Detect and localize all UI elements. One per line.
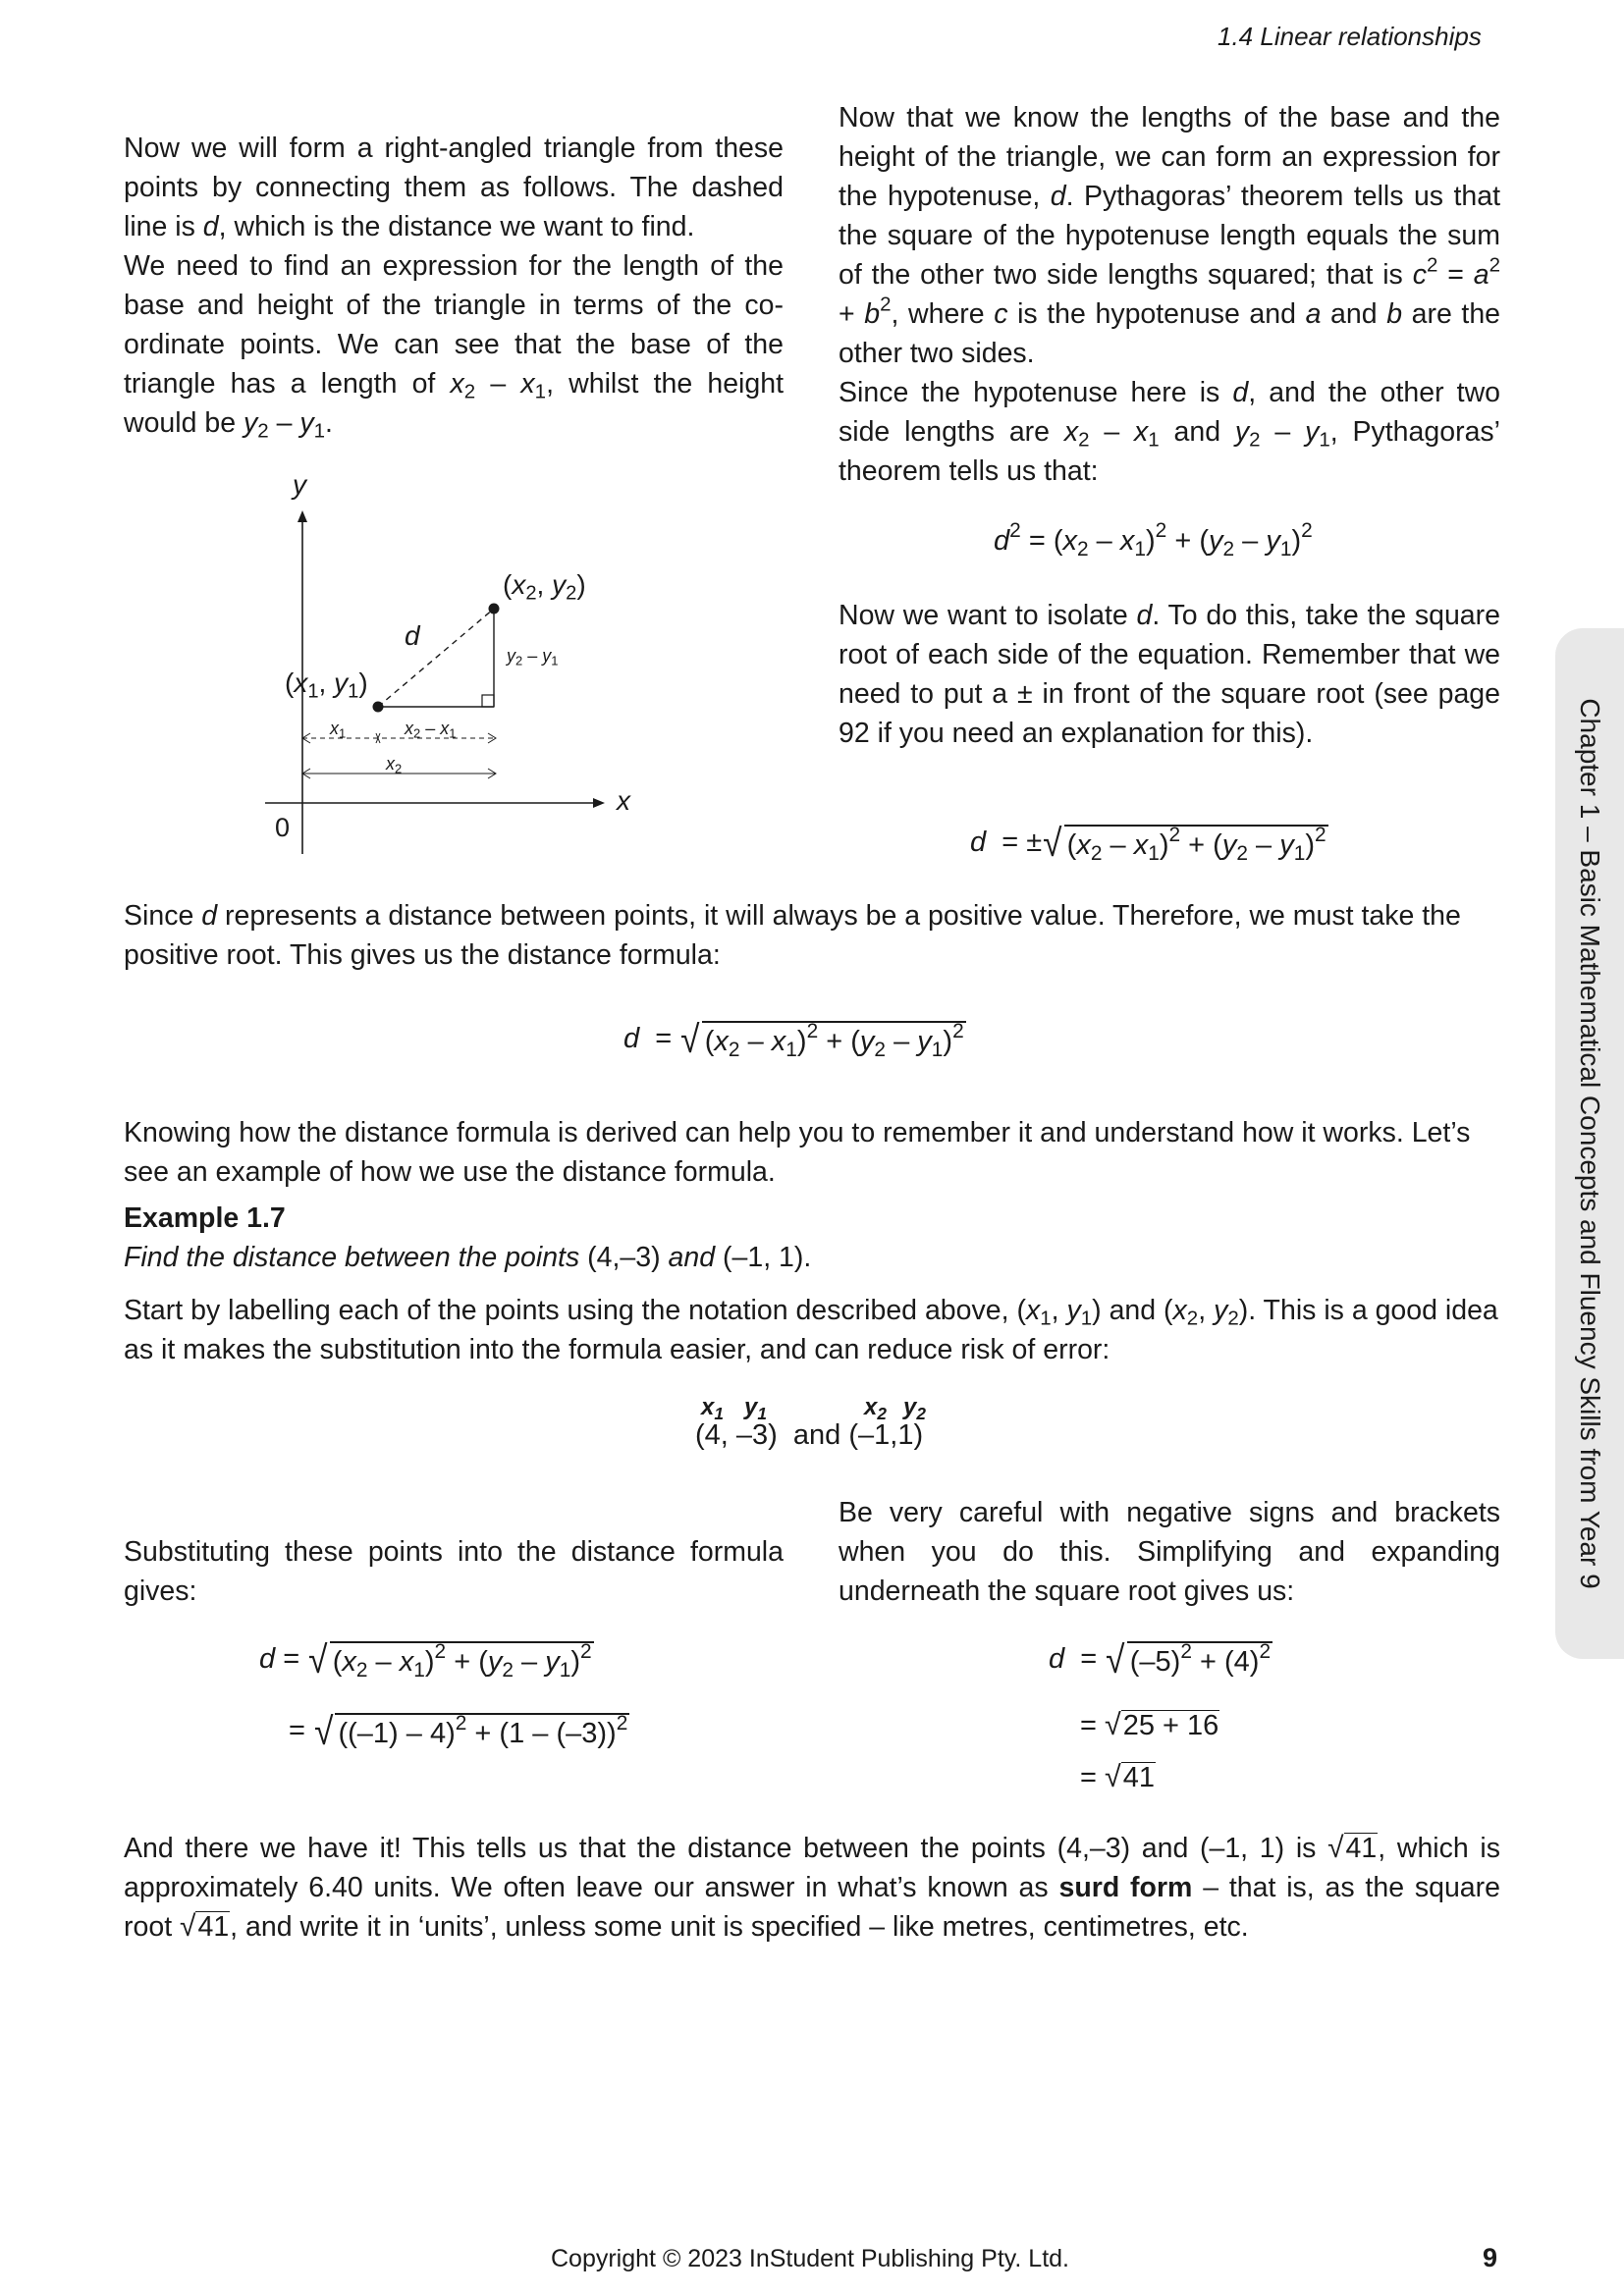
height-label: $y_2 - y_1$ xyxy=(507,646,559,668)
labelling-wrap xyxy=(124,1291,1500,1369)
simplify-line-1: d = √ $(-5)^2 + (4)^2$ xyxy=(1049,1639,1272,1682)
simplify-line-2: = √ 25 + 16 xyxy=(1080,1708,1219,1741)
point-2-label: ($x_2$, $y_2$) xyxy=(503,569,586,605)
since-hypotenuse-paragraph: Since the hypotenuse here is d, and the other two side lengths are $x_2 - x_1$ and $y_2 - y_1$, Pythagoras’ theorem tells us that: xyxy=(839,377,1501,487)
plus-minus-root-equation: d = ± √ $(x_2 - x_1)^2 + (y_2 - y_1)^2$ xyxy=(970,823,1326,865)
intro-paragraph: Now we will form a right-angled triangle from these points by connecting them as follows. The dashed line is d, which is the distance we want to find. xyxy=(124,133,784,242)
point-1-label: ($x_1$, $y_1$) xyxy=(285,667,368,703)
x2-label: $x_2$ xyxy=(386,754,403,776)
base-label: $x_2 - x_1$ xyxy=(405,719,457,741)
labelling-paragraph: Start by labelling each of the points using the notation described above, ($x_1$, $y_1$) and ($x_2$, $y_2$). This is a good idea as it makes the substitution into the formula easier, and can reduce risk of error: xyxy=(124,1295,1498,1365)
y-axis-arrow xyxy=(298,510,307,522)
y-axis-label: y xyxy=(293,469,306,500)
copyright: Copyright © 2023 InStudent Publishing Pty. Ltd. xyxy=(551,2245,1070,2272)
careful-wrap xyxy=(839,1493,1500,1611)
distance-formula: d = √ $(x_2 - x_1)^2 + (y_2 - y_1)^2$ xyxy=(623,1019,964,1061)
origin-label: 0 xyxy=(275,813,291,842)
careful-paragraph: Be very careful with negative signs and brackets when you do this. Simplifying and expanding underneath the square root gives us: xyxy=(839,1497,1500,1607)
conclusion-wrap xyxy=(124,1829,1500,1947)
isolate-paragraph: Now we want to isolate d. To do this, take the square root of each side of the equation. Remember that we need to put a ± in front of the square root (see page 92 if you need an explanation for this). xyxy=(839,600,1500,749)
x1-label: $x_1$ xyxy=(330,719,347,741)
pythagoras-equation: $d^2 = (x_2 - x_1)^2 + (y_2 - y_1)^2$ xyxy=(994,519,1313,561)
page-number: 9 xyxy=(1483,2243,1498,2272)
substitution-line-1: d = √ $(x_2 - x_1)^2 + (y_2 - y_1)^2$ xyxy=(259,1639,592,1682)
triangle-diagram xyxy=(255,461,668,854)
right-angle-marker xyxy=(482,695,494,707)
positive-root-wrap xyxy=(124,896,1500,975)
substituting-paragraph: Substituting these points into the distance formula gives: xyxy=(124,1536,784,1607)
knowing-wrap xyxy=(124,1113,1500,1192)
running-title: 1.4 Linear relationships xyxy=(1218,22,1482,51)
hypotenuse-paragraph: Now that we know the lengths of the base and the height of the triangle, we can form an expression for the hypotenuse, d. Pythagoras’ theorem tells us that the square of the hypotenuse length equals the sum of the other two side lengths squared; that is $c^2 = a^2 + b^2$, where c is the hypotenuse and a and b are the other two sides. xyxy=(839,102,1501,369)
running-header xyxy=(1218,22,1482,52)
labelled-points: (4, –3) and (–1,1) xyxy=(695,1419,924,1451)
left-intro xyxy=(124,129,784,443)
isolate-paragraph-wrap xyxy=(839,596,1500,753)
hypotenuse-label: d xyxy=(405,620,420,651)
substituting-wrap xyxy=(124,1532,784,1611)
example-heading: Example 1.7 xyxy=(124,1202,286,1234)
substitution-line-2: = √ ((–1) – 4)$^2$ + (1 – (–3))$^2$ xyxy=(289,1711,628,1753)
point-1 xyxy=(373,702,384,713)
simplify-line-3: = √ 41 xyxy=(1080,1760,1155,1793)
positive-root-paragraph: Since d represents a distance between points, it will always be a positive value. Therefore, we must take the positive root. This gives us the distance formula: xyxy=(124,900,1461,971)
example-question: Find the distance between the points (4,–3) and (–1, 1). xyxy=(124,1242,812,1273)
chapter-side-tab-label: Chapter 1 – Basic Mathematical Concepts and Fluency Skills from Year 9 xyxy=(1575,698,1605,1589)
base-height-paragraph: We need to find an expression for the length of the base and height of the triangle in terms of the co-ordinate points. We can see that the base of the triangle has a length of $x_2 - x_1$, whilst the height would be $y_2 - y_1$. xyxy=(124,250,785,443)
x-axis-label: x xyxy=(617,785,630,816)
x-axis-arrow xyxy=(593,798,605,808)
point-2 xyxy=(489,604,500,614)
knowing-paragraph: Knowing how the distance formula is derived can help you to remember it and understand how it works. Let’s see an example of how we use the distance formula. xyxy=(124,1117,1471,1188)
conclusion-paragraph: And there we have it! This tells us that the distance between the points (4,–3) and (–1, 1) is √ 41 , which is approximately 6.40 units. We often leave our answer in what’s known as surd form – that is, as the square root √ 41 , and write it in ‘units’, unless some unit is specified – like metres, centimetres, etc. xyxy=(124,1832,1501,1943)
right-column xyxy=(839,98,1500,491)
hypotenuse-dashed xyxy=(378,609,494,707)
